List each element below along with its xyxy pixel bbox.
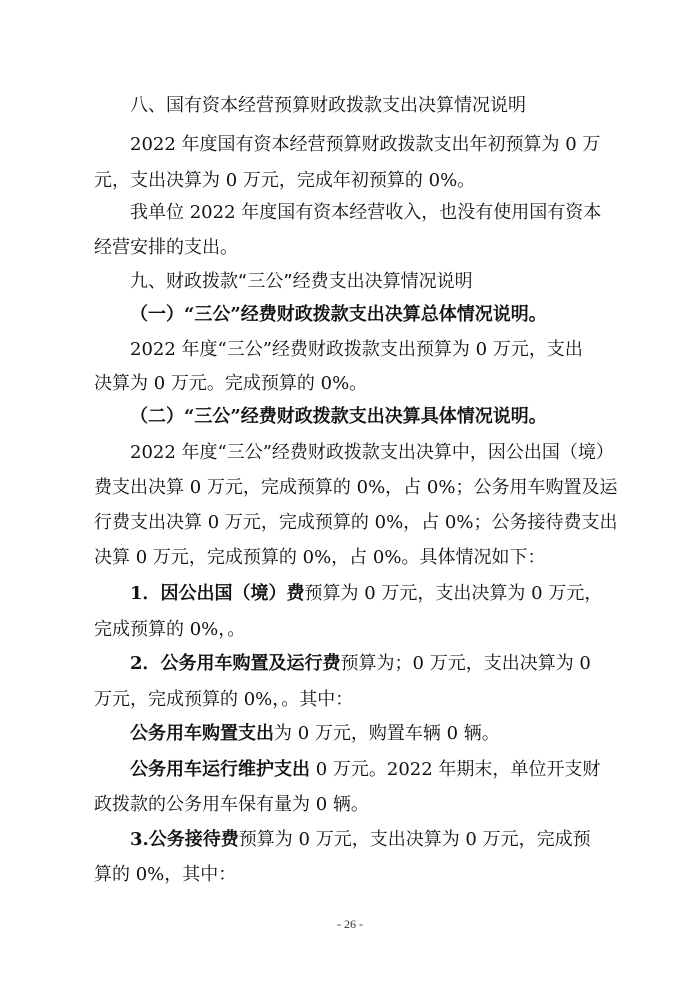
section-8-heading: 八、国有资本经营预算财政拨款支出决算情况说明: [130, 95, 526, 116]
item-2a-line: [0, 716, 700, 752]
item-2b-text: 0 万元。2022 年期末，单位开支财: [310, 759, 601, 780]
section-8-paragraph-2-line-2: 经营安排的支出。: [94, 237, 238, 258]
item-3-line-1: [0, 822, 700, 858]
section-8-paragraph-1-line-2: 元，支出决算为 0 万元，完成年初预算的 0%。: [94, 170, 476, 191]
section-8-paragraph-2-line-1: 我单位 2022 年度国有资本经营收入，也没有使用国有资本: [130, 202, 602, 223]
item-3-line-2: 算的 0%，其中：: [94, 864, 237, 885]
subsection-2-heading: （二）“三公”经费财政拨款支出决算具体情况说明。: [130, 406, 547, 427]
item-2a-text: 为 0 万元，购置车辆 0 辆。: [274, 723, 500, 744]
item-2b-line-2: 政拨款的公务用车保有量为 0 辆。: [94, 794, 369, 815]
item-2b-line-1: [0, 752, 700, 788]
subsection-2-paragraph-line-3: 行费支出决算 0 万元，完成预算的 0%，占 0%；公务接待费支出: [94, 512, 618, 533]
subsection-1-paragraph-line-2: 决算为 0 万元。完成预算的 0%。: [94, 373, 368, 394]
subsection-2-paragraph-line-1: 2022 年度“三公”经费财政拨款支出决算中，因公出国（境）: [130, 442, 614, 463]
item-1-label: 1．因公出国（境）费: [130, 583, 305, 604]
item-1-line-2: 完成预算的 0%，。: [94, 619, 246, 640]
subsection-1-paragraph-line-1: 2022 年度“三公”经费财政拨款支出预算为 0 万元，支出: [130, 339, 583, 360]
subsection-1-heading: （一）“三公”经费财政拨款支出决算总体情况说明。: [130, 304, 547, 325]
subsection-2-paragraph-line-4: 决算 0 万元，完成预算的 0%，占 0%。具体情况如下：: [94, 547, 546, 568]
item-2-text: 预算为；0 万元，支出决算为 0: [340, 653, 591, 674]
page-number: - 26 -: [337, 917, 363, 931]
item-3-text: 预算为 0 万元，支出决算为 0 万元，完成预: [238, 829, 591, 850]
item-2-line-2: 万元，完成预算的 0%，。其中：: [94, 689, 354, 710]
item-1-text: 预算为 0 万元，支出决算为 0 万元，: [304, 583, 603, 604]
item-2-label: 2．公务用车购置及运行费: [130, 653, 341, 674]
section-8-paragraph-1-line-1: 2022 年度国有资本经营预算财政拨款支出年初预算为 0 万: [130, 134, 601, 155]
item-1-line-1: [0, 576, 700, 612]
item-3-label: 3.公务接待费: [130, 829, 239, 850]
item-2a-label: 公务用车购置支出: [130, 723, 274, 744]
subsection-2-paragraph-line-2: 费支出决算 0 万元，完成预算的 0%，占 0%；公务用车购置及运: [94, 477, 618, 498]
item-2b-label: 公务用车运行维护支出: [130, 759, 310, 780]
item-2-line-1: [0, 646, 700, 682]
section-9-heading: 九、财政拨款“三公”经费支出决算情况说明: [130, 271, 473, 292]
